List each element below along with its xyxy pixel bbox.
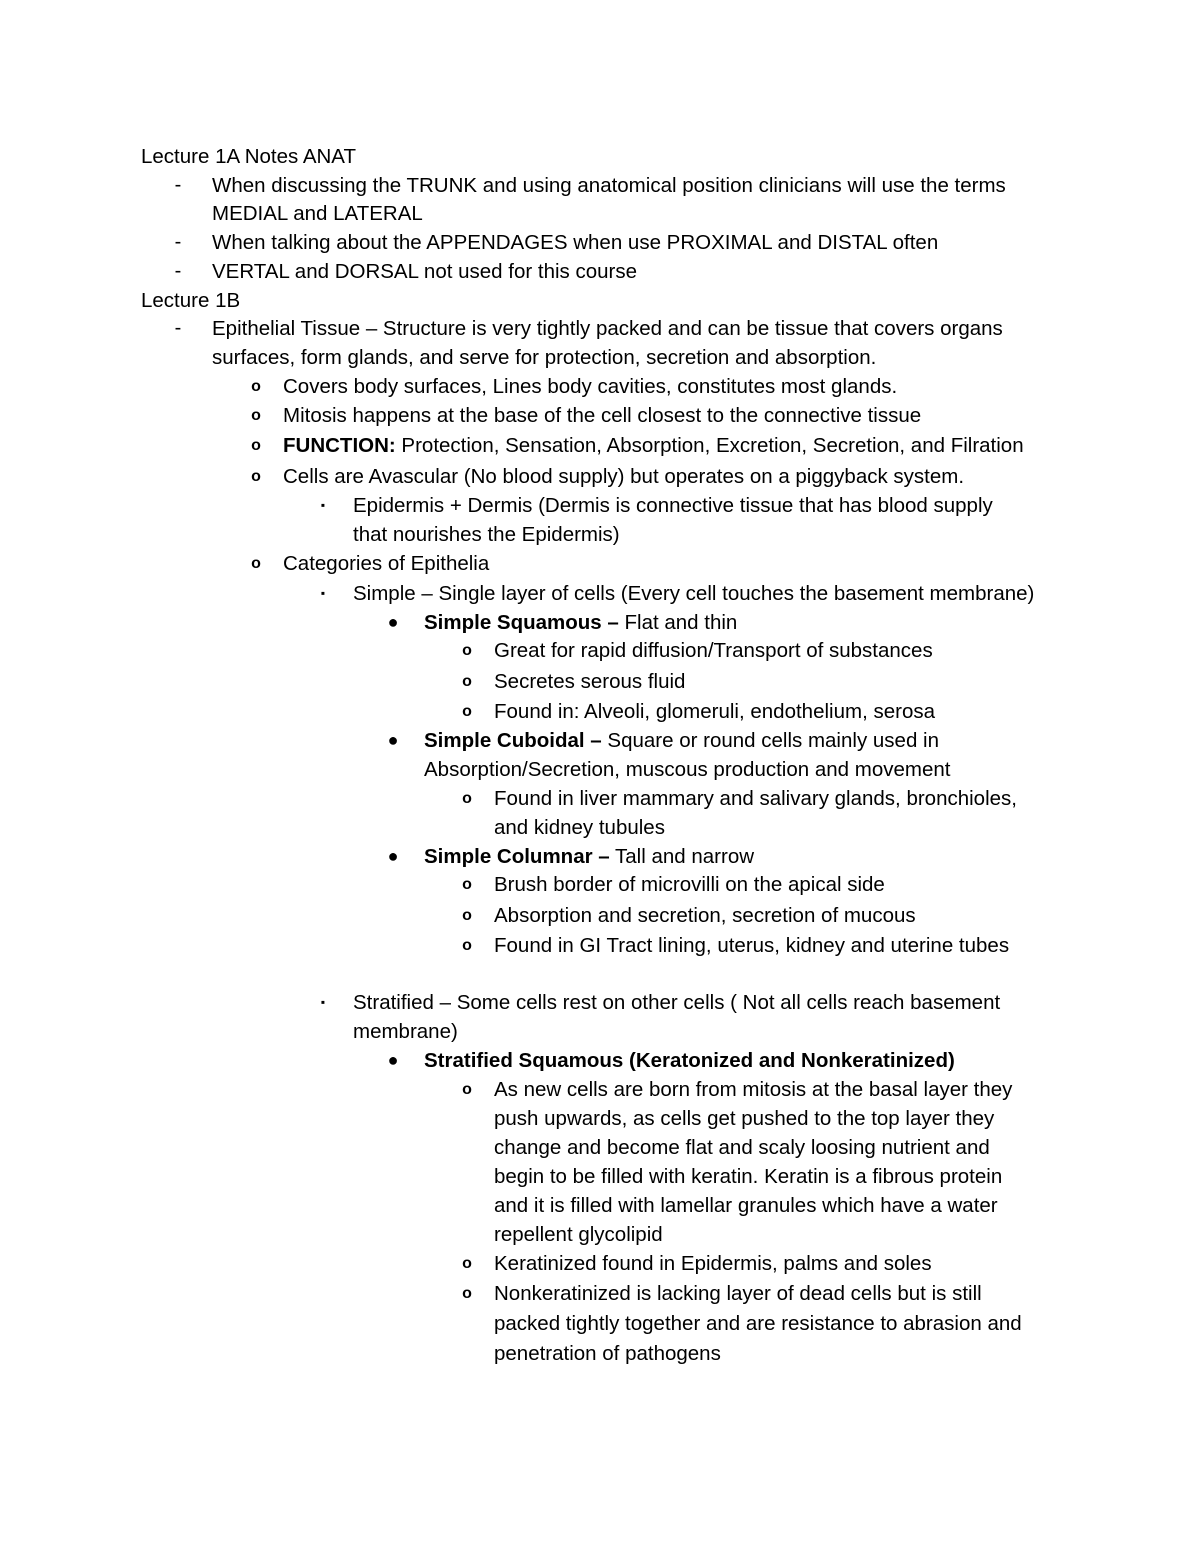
dash-bullet: - — [174, 260, 182, 282]
stratified-line2: membrane) — [353, 1020, 458, 1043]
squamous-item: Great for rapid diffusion/Transport of substances — [494, 639, 933, 662]
columnar-item: Found in GI Tract lining, uterus, kidney and uterine tubes — [494, 934, 1010, 957]
circle-bullet: o — [251, 468, 261, 485]
dot-bullet: ● — [387, 730, 399, 750]
list-item-appendages: When talking about the APPENDAGES when use PROXIMAL and DISTAL often — [212, 231, 939, 254]
simple-cuboidal-heading — [424, 726, 939, 755]
avascular-note: Cells are Avascular (No blood supply) but operates on a piggyback system. — [283, 465, 965, 488]
circle-bullet: o — [462, 1285, 472, 1302]
square-bullet: ▪ — [320, 995, 326, 1009]
covers-body-surfaces: Covers body surfaces, Lines body cavities, constitutes most glands. — [283, 375, 898, 398]
square-bullet: ▪ — [320, 586, 326, 600]
dot-bullet: ● — [387, 846, 399, 866]
circle-bullet: o — [251, 378, 261, 395]
simple-columnar-heading — [424, 842, 754, 871]
cuboidal-item-line2: and kidney tubules — [494, 816, 665, 839]
dash-bullet: - — [174, 317, 182, 339]
circle-bullet: o — [462, 673, 472, 690]
simple-columnar-title: Simple Columnar – — [424, 845, 610, 868]
dot-bullet: ● — [387, 1050, 399, 1070]
epithelial-tissue-line2: surfaces, form glands, and serve for protection, secretion and absorption. — [212, 346, 877, 369]
list-item-trunk-line2: MEDIAL and LATERAL — [212, 202, 423, 225]
new-cells-line: and it is filled with lamellar granules which have a water — [494, 1194, 998, 1217]
square-bullet: ▪ — [320, 498, 326, 512]
dash-bullet: - — [174, 174, 182, 196]
circle-bullet: o — [462, 703, 472, 720]
nonkeratinized-line: Nonkeratinized is lacking layer of dead cells but is still — [494, 1282, 982, 1305]
stratified-squamous-heading: Stratified Squamous (Keratonized and Nonkeratinized) — [424, 1049, 955, 1072]
circle-bullet: o — [462, 907, 472, 924]
simple-epithelium: Simple – Single layer of cells (Every cell touches the basement membrane) — [353, 582, 1035, 605]
function-line — [283, 431, 1024, 460]
function-text: Protection, Sensation, Absorption, Excretion, Secretion, and Filration — [395, 434, 1024, 457]
squamous-item: Secretes serous fluid — [494, 670, 686, 693]
simple-columnar-desc: Tall and narrow — [609, 845, 755, 868]
keratinized-note: Keratinized found in Epidermis, palms and soles — [494, 1252, 932, 1275]
simple-cuboidal-title: Simple Cuboidal – — [424, 729, 602, 752]
circle-bullet: o — [462, 876, 472, 893]
dash-bullet: - — [174, 231, 182, 253]
simple-squamous-desc: Flat and thin — [618, 611, 738, 634]
nonkeratinized-line: penetration of pathogens — [494, 1342, 721, 1365]
circle-bullet: o — [462, 642, 472, 659]
stratified-line1: Stratified – Some cells rest on other cells ( Not all cells reach basement — [353, 991, 1001, 1014]
circle-bullet: o — [462, 937, 472, 954]
circle-bullet: o — [251, 555, 261, 572]
list-item-trunk-line1: When discussing the TRUNK and using anatomical position clinicians will use the terms — [212, 174, 1006, 197]
squamous-item: Found in: Alveoli, glomeruli, endothelium, serosa — [494, 700, 935, 723]
epithelial-tissue-line1: Epithelial Tissue – Structure is very tightly packed and can be tissue that covers organs — [212, 317, 1003, 340]
dot-bullet: ● — [387, 612, 399, 632]
columnar-item: Brush border of microvilli on the apical side — [494, 873, 885, 896]
circle-bullet: o — [462, 1081, 472, 1098]
function-label: FUNCTION: — [283, 434, 396, 457]
new-cells-line: change and become flat and scaly loosing nutrient and — [494, 1136, 990, 1159]
circle-bullet: o — [251, 407, 261, 424]
new-cells-line: As new cells are born from mitosis at the basal layer they — [494, 1078, 1013, 1101]
new-cells-line: push upwards, as cells get pushed to the top layer they — [494, 1107, 995, 1130]
list-item-vertal-dorsal: VERTAL and DORSAL not used for this course — [212, 260, 638, 283]
new-cells-line: begin to be filled with keratin. Keratin is a fibrous protein — [494, 1165, 1003, 1188]
categories-of-epithelia: Categories of Epithelia — [283, 552, 490, 575]
circle-bullet: o — [462, 790, 472, 807]
circle-bullet: o — [251, 437, 261, 454]
new-cells-line: repellent glycolipid — [494, 1223, 663, 1246]
simple-squamous-heading — [424, 608, 737, 637]
cuboidal-item-line1: Found in liver mammary and salivary glands, bronchioles, — [494, 787, 1017, 810]
simple-cuboidal-desc: Square or round cells mainly used in — [601, 729, 939, 752]
circle-bullet: o — [462, 1255, 472, 1272]
simple-squamous-title: Simple Squamous – — [424, 611, 619, 634]
mitosis-note: Mitosis happens at the base of the cell closest to the connective tissue — [283, 404, 922, 427]
epidermis-dermis-line2: that nourishes the Epidermis) — [353, 523, 620, 546]
simple-cuboidal-line2: Absorption/Secretion, muscous production and movement — [424, 758, 951, 781]
lecture-1b-heading: Lecture 1B — [141, 289, 241, 312]
epidermis-dermis-line1: Epidermis + Dermis (Dermis is connective tissue that has blood supply — [353, 494, 993, 517]
columnar-item: Absorption and secretion, secretion of mucous — [494, 904, 916, 927]
lecture-1a-heading: Lecture 1A Notes ANAT — [141, 145, 356, 168]
nonkeratinized-line: packed tightly together and are resistance to abrasion and — [494, 1312, 1022, 1335]
